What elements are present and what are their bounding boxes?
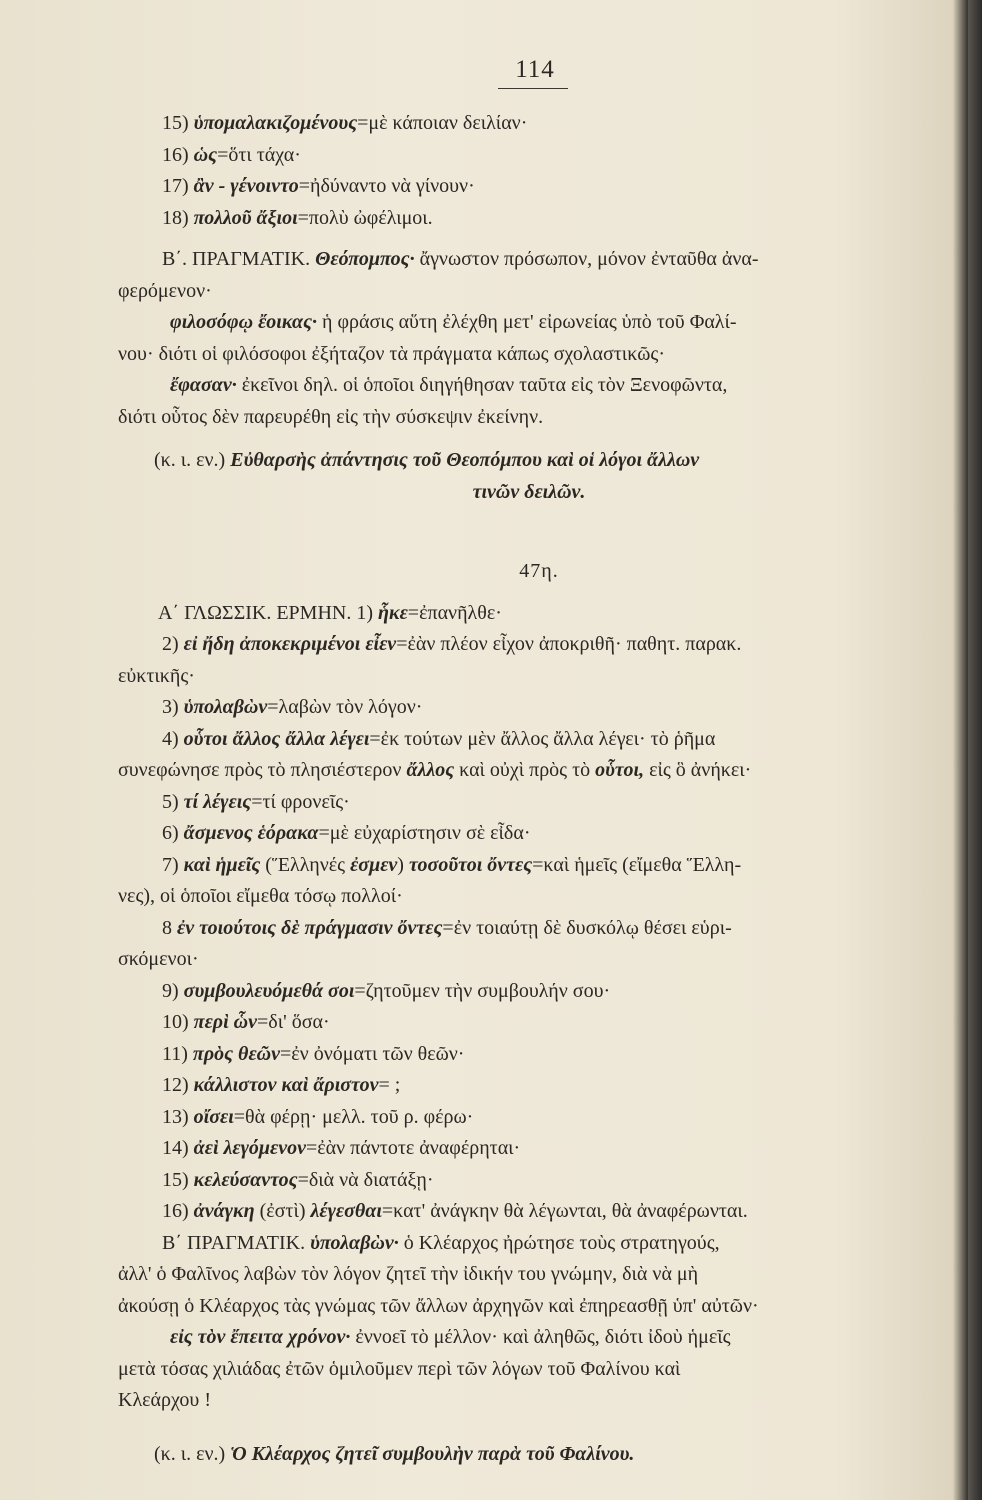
gloss-b-item-9: 9) συμβουλευόμεθά σοι=ζητοῦμεν τὴν συμβουλήν σου· [162, 979, 611, 1002]
real-b-line-6: Κλεάρχου ! [118, 1389, 211, 1411]
real-b-line-4: εἰς τὸν ἔπειτα χρόνον· ἐννοεῖ τὸ μέλλον· καὶ ἀληθῶς, διότι ἰδοὺ ἡμεῖς [170, 1326, 731, 1348]
reference-title-b: (κ. ι. εν.) Ὁ Κλέαρχος ζητεῖ συμβουλὴν παρὰ τοῦ Φαλίνου. [154, 1442, 635, 1465]
real-b-line-3: ἀκούσῃ ὁ Κλέαρχος τὰς γνώμας τῶν ἄλλων ἀρχηγῶν καὶ ἐπηρεασθῇ ὑπ' αὐτῶν· [118, 1294, 759, 1317]
real-a-line-1: Β΄. ΠΡΑΓΜΑΤΙΚ. Θεόπομπος· ἄγνωστον πρόσωπον, μόνον ἐνταῦθα ἀνα- [162, 248, 759, 270]
gloss-b-item-2: 2) εἰ ἤδη ἀποκεκριμένοι εἶεν=ἐὰν πλέον εἶχον ἀποκριθῆ· παθητ. παρακ. [162, 633, 742, 655]
gloss-item-16: 16) ὡς=ὅτι τάχα· [162, 143, 301, 166]
gloss-b-item-12: 12) κάλλιστον καὶ ἄριστον= ; [162, 1074, 401, 1096]
gloss-b-item-7-cont: νες), οἱ ὁποῖοι εἴμεθα τόσῳ πολλοί· [118, 885, 403, 907]
real-a-line-6: διότι οὗτος δὲν παρευρέθη εἰς τὴν σύσκεψιν ἐκείνην. [118, 405, 544, 428]
gloss-b-item-5: 5) τί λέγεις=τί φρονεῖς· [162, 790, 350, 813]
gloss-b-item-2-cont: εὐκτικῆς· [118, 664, 195, 687]
gloss-item-17: 17) ἂν - γένοιντο=ἠδύναντο νὰ γίνουν· [162, 175, 475, 197]
gloss-b-item-16: 16) ἀνάγκη (ἐστὶ) λέγεσθαι=κατ' ἀνάγκην θὰ λέγωνται, θὰ ἀναφέρωνται. [162, 1200, 748, 1222]
real-b-line-2: ἀλλ' ὁ Φαλῖνος λαβὼν τὸν λόγον ζητεῖ τὴν ἰδικήν του γνώμην, διὰ νὰ μὴ [118, 1263, 699, 1285]
reference-title-a: (κ. ι. εν.) Εὐθαρσὴς ἀπάντησις τοῦ Θεοπόμπου καὶ οἱ λόγοι ἄλλων [154, 449, 700, 471]
gloss-b-item-3: 3) ὑπολαβὼν=λαβὼν τὸν λόγον· [162, 696, 423, 718]
gloss-b-heading-line: Α΄ ΓΛΩΣΣΙΚ. ΕΡΜΗΝ. 1) ἧκε=ἐπανῆλθε· [158, 601, 502, 624]
real-b-line-5: μετὰ τόσας χιλιάδας ἐτῶν ὁμιλοῦμεν περὶ τῶν λόγων τοῦ Φαλίνου καὶ [118, 1357, 681, 1380]
gloss-b-item-6: 6) ἄσμενος ἑόρακα=μὲ εὐχαρίστησιν σὲ εἶδα· [162, 822, 531, 844]
gloss-b-item-4: 4) οὗτοι ἄλλος ἄλλα λέγει=ἐκ τούτων μὲν ἄλλος ἄλλα λέγει· τὸ ῥῆμα [162, 727, 716, 750]
real-a-line-3: φιλοσόφῳ ἔοικας· ἡ φράσις αὕτη ἐλέχθη μετ' εἰρωνείας ὑπὸ τοῦ Φαλί- [170, 311, 737, 333]
gloss-b-item-8: 8 ἐν τοιούτοις δὲ πράγμασιν ὄντες=ἐν τοιαύτῃ δὲ δυσκόλῳ θέσει εὑρι- [162, 916, 732, 939]
gloss-b-item-8-cont: σκόμενοι· [118, 948, 199, 970]
real-a-line-5: ἔφασαν· ἐκεῖνοι δηλ. οἱ ὁποῖοι διηγήθησαν ταῦτα εἰς τὸν Ξενοφῶντα, [170, 374, 728, 396]
reference-title-a-cont: τινῶν δειλῶν. [472, 480, 586, 503]
page-edge [968, 0, 982, 1500]
chapter-number: 47η. [519, 560, 559, 582]
gloss-b-item-4-cont: συνεφώνησε πρὸς τὸ πλησιέστερον ἄλλος καὶ οὐχὶ πρὸς τὸ οὗτοι, εἰς ὃ ἀνήκει· [118, 759, 752, 781]
gloss-b-item-13: 13) οἴσει=θὰ φέρῃ· μελλ. τοῦ ρ. φέρω· [162, 1105, 474, 1128]
page-number: 114 [515, 56, 555, 83]
gloss-b-item-15: 15) κελεύσαντος=διὰ νὰ διατάξῃ· [162, 1168, 434, 1191]
real-a-line-2: φερόμενον· [118, 279, 212, 302]
real-a-line-4: νου· διότι οἱ φιλόσοφοι ἐξήταζον τὰ πράγματα κάπως σχολαστικῶς· [118, 342, 666, 365]
page-body [118, 108, 940, 1470]
gloss-b-item-14: 14) ἀεὶ λεγόμενον=ἐὰν πάντοτε ἀναφέρηται· [162, 1137, 521, 1159]
gloss-b-item-10: 10) περὶ ὧν=δι' ὅσα· [162, 1011, 330, 1033]
gloss-b-item-11: 11) πρὸς θεῶν=ἐν ὀνόματι τῶν θεῶν· [162, 1042, 465, 1065]
section-heading: Β΄. ΠΡΑΓΜΑΤΙΚ. [162, 248, 311, 270]
gloss-item-15: 15) ὑπομαλακιζομένους=μὲ κάποιαν δειλίαν· [162, 112, 528, 134]
gloss-item-18: 18) πολλοῦ ἄξιοι=πολὺ ὠφέλιμοι. [162, 206, 433, 229]
section-heading: Β΄ ΠΡΑΓΜΑΤΙΚ. [162, 1231, 306, 1254]
gloss-b-item-7: 7) καὶ ἡμεῖς (Ἕλληνές ἐσμεν) τοσοῦτοι ὄντες=καὶ ἡμεῖς (εἴμεθα Ἕλλη- [162, 853, 742, 876]
section-heading: Α΄ ΓΛΩΣΣΙΚ. ΕΡΜΗΝ. [158, 601, 352, 624]
real-b-line-1: Β΄ ΠΡΑΓΜΑΤΙΚ. ὑπολαβὼν· ὁ Κλέαρχος ἠρώτησε τοὺς στρατηγούς, [162, 1231, 720, 1254]
page-number-rule [498, 88, 568, 89]
